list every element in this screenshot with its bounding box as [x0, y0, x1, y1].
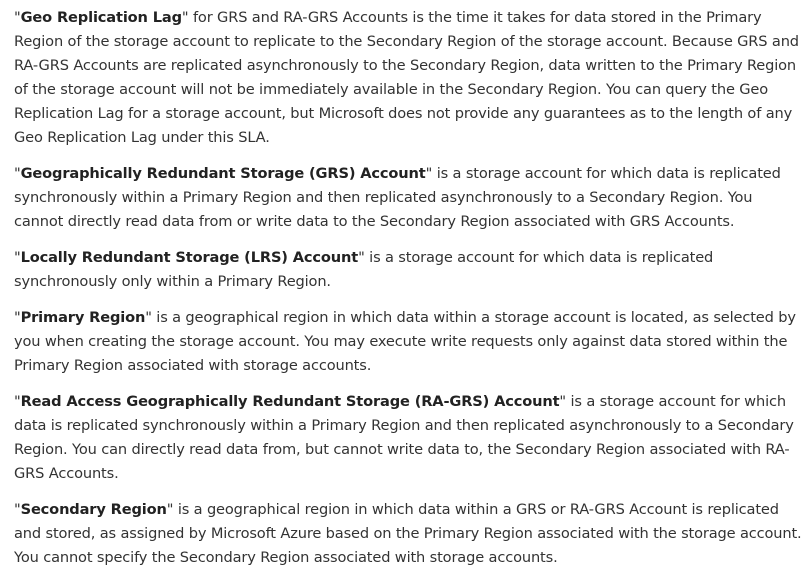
definition-primary-region: "Primary Region" is a geographical region in which data within a storage account is located, as selected by you when creating the storage account. You may execute write requests only against data stored within the Primary Region associated with storage accounts. — [14, 309, 796, 374]
definition-grs-account: "Geographically Redundant Storage (GRS) Account" is a storage account for which data is replicated synchronously within a Primary Region and then replicated asynchronously to a Secondary Region. You cannot directly read data from or write data to the Secondary Region associated with GRS Accounts. — [14, 165, 781, 230]
definitions-document — [14, 6, 804, 582]
definition-term: Geographically Redundant Storage (GRS) Account — [20, 165, 426, 182]
definition-term: Locally Redundant Storage (LRS) Account — [20, 249, 359, 266]
definition-secondary-region: "Secondary Region" is a geographical region in which data within a GRS or RA-GRS Account is replicated and stored, as assigned by Microsoft Azure based on the Primary Region associated with the storage account. You cannot specify the Secondary Region associated with storage accounts. — [14, 501, 802, 566]
definition-text: for GRS and RA-GRS Accounts is the time it takes for data stored in the Primary Region of the storage account to replicate to the Secondary Region of the storage account. Because GRS and RA-GRS Accounts are replicated asynchronously to the Secondary Region, data written to the Primary Region of the storage account will not be immediately available in the Secondary Region. You can query the Geo Replication Lag for a storage account, but Microsoft does not provide any guarantees as to the length of any Geo Replication Lag under this SLA. — [14, 9, 799, 146]
definition-ra-grs-account: "Read Access Geographically Redundant Storage (RA-GRS) Account" is a storage account for which data is replicated synchronously within a Primary Region and then replicated asynchronously to a Secondary Region. You can directly read data from, but cannot write data to, the Secondary Region associated with RA-GRS Accounts. — [14, 393, 794, 482]
definition-text: is a geographical region in which data within a storage account is located, as selected by you when creating the storage account. You may execute write requests only against data stored within the Primary Region associated with storage accounts. — [14, 309, 796, 374]
definition-term: Primary Region — [20, 309, 146, 326]
definition-term: Read Access Geographically Redundant Storage (RA-GRS) Account — [20, 393, 560, 410]
definition-text: is a storage account for which data is replicated synchronously only within a Primary Region. — [14, 249, 714, 290]
definition-lrs-account: "Locally Redundant Storage (LRS) Account" is a storage account for which data is replicated synchronously only within a Primary Region. — [14, 249, 714, 290]
definition-term: Secondary Region — [20, 501, 167, 518]
definition-geo-replication-lag: "Geo Replication Lag" for GRS and RA-GRS Accounts is the time it takes for data stored in the Primary Region of the storage account to replicate to the Secondary Region of the storage account. Because GRS and RA-GRS Accounts are replicated asynchronously to the Secondary Region, data written to the Primary Region of the storage account will not be immediately available in the Secondary Region. You can query the Geo Replication Lag for a storage account, but Microsoft does not provide any guarantees as to the length of any Geo Replication Lag under this SLA. — [14, 9, 799, 146]
definition-term: Geo Replication Lag — [20, 9, 182, 26]
definition-text: is a storage account for which data is replicated synchronously within a Primary Region and then replicated asynchronously to a Secondary Region. You cannot directly read data from or write data to the Secondary Region associated with GRS Accounts. — [14, 165, 781, 230]
definition-text: is a storage account for which data is replicated synchronously within a Primary Region and then replicated asynchronously to a Secondary Region. You can directly read data from, but cannot write data to, the Secondary Region associated with RA-GRS Accounts. — [14, 393, 794, 482]
definition-text: is a geographical region in which data within a GRS or RA-GRS Account is replicated and stored, as assigned by Microsoft Azure based on the Primary Region associated with the storage account. You cannot specify the Secondary Region associated with storage accounts. — [14, 501, 802, 566]
